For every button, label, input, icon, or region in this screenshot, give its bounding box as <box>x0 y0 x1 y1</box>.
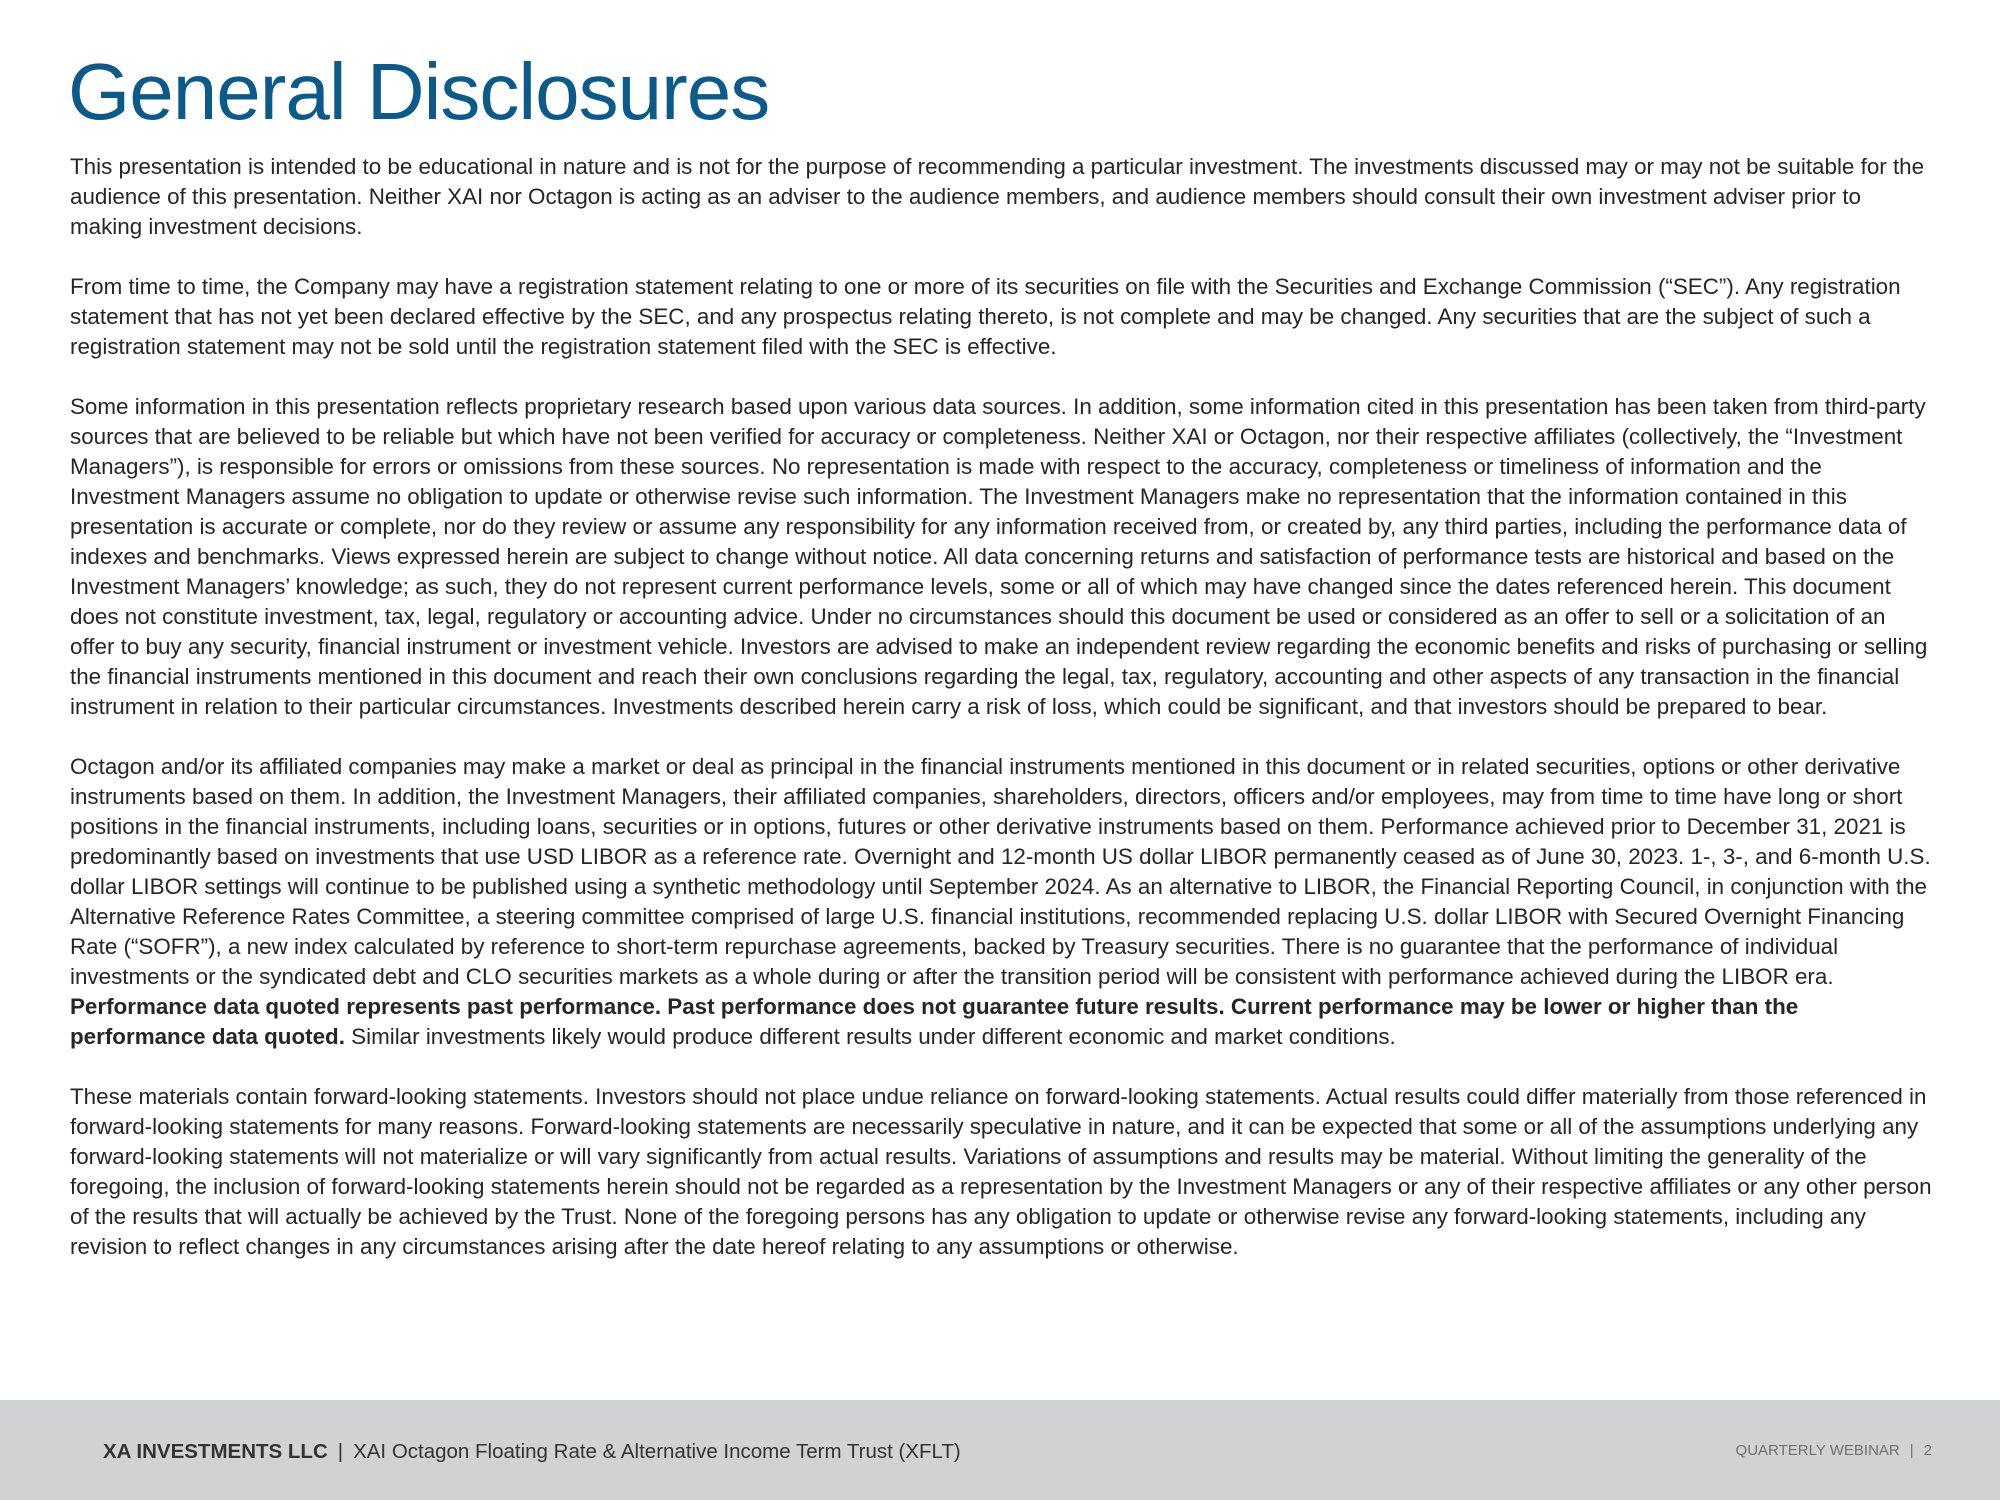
disclosure-body <box>70 152 1936 1262</box>
footer-fund-name: XAI Octagon Floating Rate & Alternative Income Term Trust (XFLT) <box>353 1440 961 1463</box>
footer-bar <box>0 1400 2000 1500</box>
page-title: General Disclosures <box>68 47 770 136</box>
libor-text: Octagon and/or its affiliated companies may make a market or deal as principal in the financial instruments mentioned in this document or in related securities, options or other derivative instruments based on them. In addition, the Investment Managers, their affiliated companies, shareholders, directors, officers and/or employees, may from time to time have long or short positions in the financial instruments, including loans, securities or in options, futures or other derivative instruments based on them. Performance achieved prior to December 31, 2021 is predominantly based on investments that use USD LIBOR as a reference rate. Overnight and 12-month US dollar LIBOR permanently ceased as of June 30, 2023. 1-, 3-, and 6-month U.S. dollar LIBOR settings will continue to be published using a synthetic methodology until September 2024. As an alternative to LIBOR, the Financial Reporting Council, in conjunction with the Alternative Reference Rates Committee, a steering committee comprised of large U.S. financial institutions, recommended replacing U.S. dollar LIBOR with Secured Overnight Financing Rate (“SOFR”), a new index calculated by reference to short-term repurchase agreements, backed by Treasury securities. There is no guarantee that the performance of individual investments or the syndicated debt and CLO securities markets as a whole during or after the transition period will be consistent with performance achieved during the LIBOR era. <box>70 754 1931 989</box>
footer-separator: | <box>337 1440 344 1463</box>
footer-left <box>103 1440 961 1464</box>
page-number: 2 <box>1923 1442 1932 1459</box>
footer-company-name: XA INVESTMENTS LLC <box>103 1440 328 1463</box>
footer-section-label: QUARTERLY WEBINAR <box>1735 1442 1900 1459</box>
paragraph-educational-purpose: This presentation is intended to be educational in nature and is not for the purpose of recommending a particular investment. The investments discussed may or may not be suitable for the audience of this presentation. Neither XAI nor Octagon is acting as an adviser to the audience members, and audience members should consult their own investment adviser prior to making investment decisions. <box>70 154 1925 239</box>
footer-right <box>1736 1442 1932 1460</box>
paragraph-registration-statement: From time to time, the Company may have a registration statement relating to one or more of its securities on file with the Securities and Exchange Commission (“SEC”). Any registration statement that has not yet been declared effective by the SEC, and any prospectus relating thereto, is not complete and may be changed. Any securities that are the subject of such a registration statement may not be sold until the registration statement filed with the SEC is effective. <box>70 274 1901 359</box>
footer-right-separator: | <box>1909 1442 1914 1459</box>
past-performance-warning: Performance data quoted represents past performance. Past performance does not guarantee future results. Current performance may be lower or higher than the performance data quoted. <box>70 994 1799 1049</box>
paragraph-forward-looking-statements: These materials contain forward-looking statements. Investors should not place undue reliance on forward-looking statements. Actual results could differ materially from those referenced in forward-looking statements for many reasons. Forward-looking statements are necessarily speculative in nature, and it can be expected that some or all of the assumptions underlying any forward-looking statements will not materialize or will vary significantly from actual results. Variations of assumptions and results may be material. Without limiting the generality of the foregoing, the inclusion of forward-looking statements herein should not be regarded as a representation by the Investment Managers or any of their respective affiliates or any other person of the results that will actually be achieved by the Trust. None of the foregoing persons has any obligation to update or otherwise revise any forward-looking statements, including any revision to reflect changes in any circumstances arising after the date hereof relating to any assumptions or otherwise. <box>70 1084 1932 1259</box>
similar-investments-text: Similar investments likely would produce different results under different economic and market conditions. <box>344 1024 1396 1049</box>
paragraph-third-party-information: Some information in this presentation reflects proprietary research based upon various data sources. In addition, some information cited in this presentation has been taken from third-party sources that are believed to be reliable but which have not been verified for accuracy or completeness. Neither XAI or Octagon, nor their respective affiliates (collectively, the “Investment Managers”), is responsible for errors or omissions from these sources. No representation is made with respect to the accuracy, completeness or timeliness of information and the Investment Managers assume no obligation to update or otherwise revise such information. The Investment Managers make no representation that the information contained in this presentation is accurate or complete, nor do they review or assume any responsibility for any information received from, or created by, any third parties, including the performance data of indexes and benchmarks. Views expressed herein are subject to change without notice. All data concerning returns and satisfaction of performance tests are historical and based on the Investment Managers’ knowledge; as such, they do not represent current performance levels, some or all of which may have changed since the dates referenced herein. This document does not constitute investment, tax, legal, regulatory or accounting advice. Under no circumstances should this document be used or considered as an offer to sell or a solicitation of an offer to buy any security, financial instrument or investment vehicle. Investors are advised to make an independent review regarding the economic benefits and risks of purchasing or selling the financial instruments mentioned in this document and reach their own conclusions regarding the legal, tax, regulatory, accounting and other aspects of any transaction in the financial instrument in relation to their particular circumstances. Investments described herein carry a risk of loss, which could be significant, and that investors should be prepared to bear. <box>70 394 1928 719</box>
paragraph-market-making-libor <box>70 752 1936 1052</box>
